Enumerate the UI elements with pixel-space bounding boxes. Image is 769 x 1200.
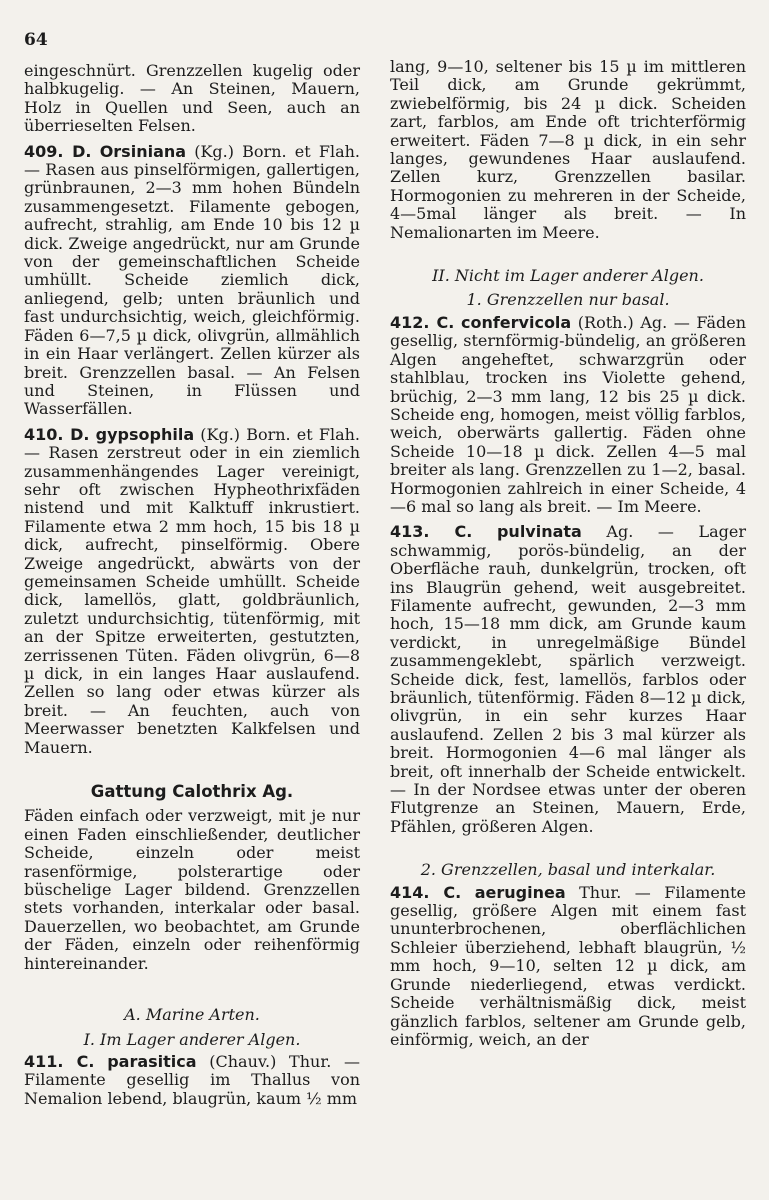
left-column: [24, 62, 360, 1115]
subsection-heading: 1. Grenzzellen nur basal.: [466, 290, 670, 310]
page-number: 64: [24, 30, 48, 50]
species-name: confervicola: [460, 312, 572, 332]
subsection-heading: I. Im Lager anderer Algen.: [83, 1029, 301, 1049]
entry-413: [390, 523, 746, 836]
entry-text: (Kg.) Born. et Flah. — Rasen aus pinselförmigen, gallertigen, grünbraunen, 2—3 mm hohen Bündeln zusammengesetzt. Filamente gebogen, aufrecht, strahlig, am Ende 10 bis 12 µ dick. Zweige angedrückt, nur am Grunde von der gemeinschaftlichen Scheide umhüllt. Scheide ziemlich dick, anliegend, gelb; unten bräunlich und fast undurchsichtig, weich, gleichförmig. Fäden 6—7,5 µ dick, olivgrün, allmählich in ein Haar verlängert. Zellen kürzer als breit. Grenzzellen basal. — An Felsen und Steinen, in Flüssen und Wasserfällen.: [24, 141, 360, 419]
entry-number: 409. D.: [24, 141, 92, 161]
subsection-heading: II. Nicht im Lager anderer Algen.: [432, 266, 704, 286]
species-name: parasitica: [107, 1051, 197, 1071]
entry-text: (Roth.) Ag. — Fäden gesellig, sternförmig-bündelig, an größeren Algen angeheftet, schwarzgrün oder stahlblau, trocken ins Violette gehend, brüchig, 2—3 mm lang, 12 bis 25 µ dick. Scheide eng, homogen, meist völlig farblos, weich, oberwärts gallertig. Fäden ohne Scheide 10—18 µ dick. Zellen 4—5 mal breiter als lang. Grenzzellen zu 1—2, basal. Hormogonien zahlreich in einer Scheide, 4—6 mal so lang als breit. — Im Meere.: [390, 312, 746, 516]
entry-410: [24, 426, 360, 757]
entry-number: 411. C.: [24, 1051, 95, 1071]
entry-text: (Kg.) Born. et Flah. — Rasen zerstreut oder in ein ziemlich zusammenhängendes Lager vereinigt, sehr oft zwischen Hypheothrixfäden nistend und mit Kalktuff inkrustiert. Filamente etwa 2 mm hoch, 15 bis 18 µ dick, aufrecht, pinselförmig. Obere Zweige angedrückt, abwärts von der gemeinsamen Scheide umhüllt. Scheide dick, lamellös, glatt, goldbräunlich, zuletzt undurchsichtig, tütenförmig, mit an der Spitze erweiterten, gestutzten, zerrissenen Tüten. Fäden olivgrün, 6—8 µ dick, in ein langes Haar auslaufend. Zellen so lang oder etwas kürzer als breit. — An feuchten, auch von Meerwasser benetzten Kalkfelsen und Mauern.: [24, 424, 361, 757]
entry-412: [390, 314, 746, 516]
paragraph: eingeschnürt. Grenzzellen kugelig oder halbkugelig. — An Steinen, Mauern, Holz in Quellen und Seen, auch an überrieselten Felsen.: [24, 61, 360, 136]
entry-text: Thur. — Filamente gesellig, größere Algen mit einem fast ununterbrochenen, oberflächlichen Schleier überziehend, lebhaft blaugrün, ½ mm hoch, 9—10, selten 12 µ dick, am Grunde niederliegend, etwas verdickt. Scheide verhältnismäßig dick, meist gänzlich farblos, seltener am Grunde gelb, einförmig, weich, an der: [390, 882, 746, 1049]
entry-number: 414. C.: [390, 882, 462, 902]
entry-number: 410. D.: [24, 424, 90, 444]
species-name: gypsophila: [95, 424, 195, 444]
subsection-heading: 2. Grenzzellen, basal und interkalar.: [420, 860, 716, 880]
entry-text: Ag. — Lager schwammig, porös-bündelig, an der Oberfläche rauh, dunkelgrün, trocken, oft ins Blaugrün gehend, weit ausgebreitet. Filamente aufrecht, gewunden, 2—3 mm hoch, 15—18 mm dick, am Grunde kaum verdickt, in unregelmäßige Bündel zusammengeklebt, spärlich verzweigt. Scheide dick, fest, lamellös, farblos oder bräunlich, tütenförmig. Fäden 8—12 µ dick, olivgrün, in ein sehr kurzes Haar auslaufend. Zellen 2 bis 3 mal kürzer als breit. Hormogonien 4—6 mal länger als breit, oft innerhalb der Scheide entwickelt. — In der Nordsee etwas unter der oberen Flutgrenze an Steinen, Mauern, Erde, Pfählen, größeren Algen.: [390, 522, 746, 836]
species-name: aeruginea: [474, 882, 566, 902]
entry-411: [24, 1053, 360, 1108]
section-heading: A. Marine Arten.: [124, 1005, 260, 1025]
entry-number: 413. C.: [390, 522, 473, 542]
species-name: pulvinata: [496, 522, 582, 542]
entry-409: [24, 143, 360, 419]
paragraph: lang, 9—10, seltener bis 15 µ im mittleren Teil dick, am Grunde gekrümmt, zwiebelförmig, bis 24 µ dick. Scheiden zart, farblos, am Ende oft trichterförmig erweitert. Fäden 7—8 µ dick, in ein sehr langes, gewundenes Haar auslaufend. Zellen kurz, Grenzzellen basilar. Hormogonien zu mehreren in der Scheide, 4—5mal länger als breit. — In Nemalionarten im Meere.: [390, 57, 746, 242]
right-column: [390, 58, 746, 1056]
species-name: Orsiniana: [99, 141, 187, 161]
genus-description: Fäden einfach oder verzweigt, mit je nur einen Faden einschließender, deutlicher Scheide, einzeln oder meist rasenförmige, polsterartige oder büschelige Lager bildend. Grenzzellen stets vorhanden, interkalar oder basal. Dauerzellen, wo beobachtet, am Grunde der Fäden, einzeln oder reihenförmig hintereinander.: [24, 806, 360, 973]
entry-414: [390, 884, 746, 1050]
entry-text: (Chauv.) Thur. — Filamente gesellig im Thallus von Nemalion lebend, blaugrün, kaum ½ mm: [24, 1051, 360, 1108]
entry-number: 412. C.: [390, 312, 455, 332]
genus-heading: Gattung Calothrix Ag.: [90, 782, 294, 802]
